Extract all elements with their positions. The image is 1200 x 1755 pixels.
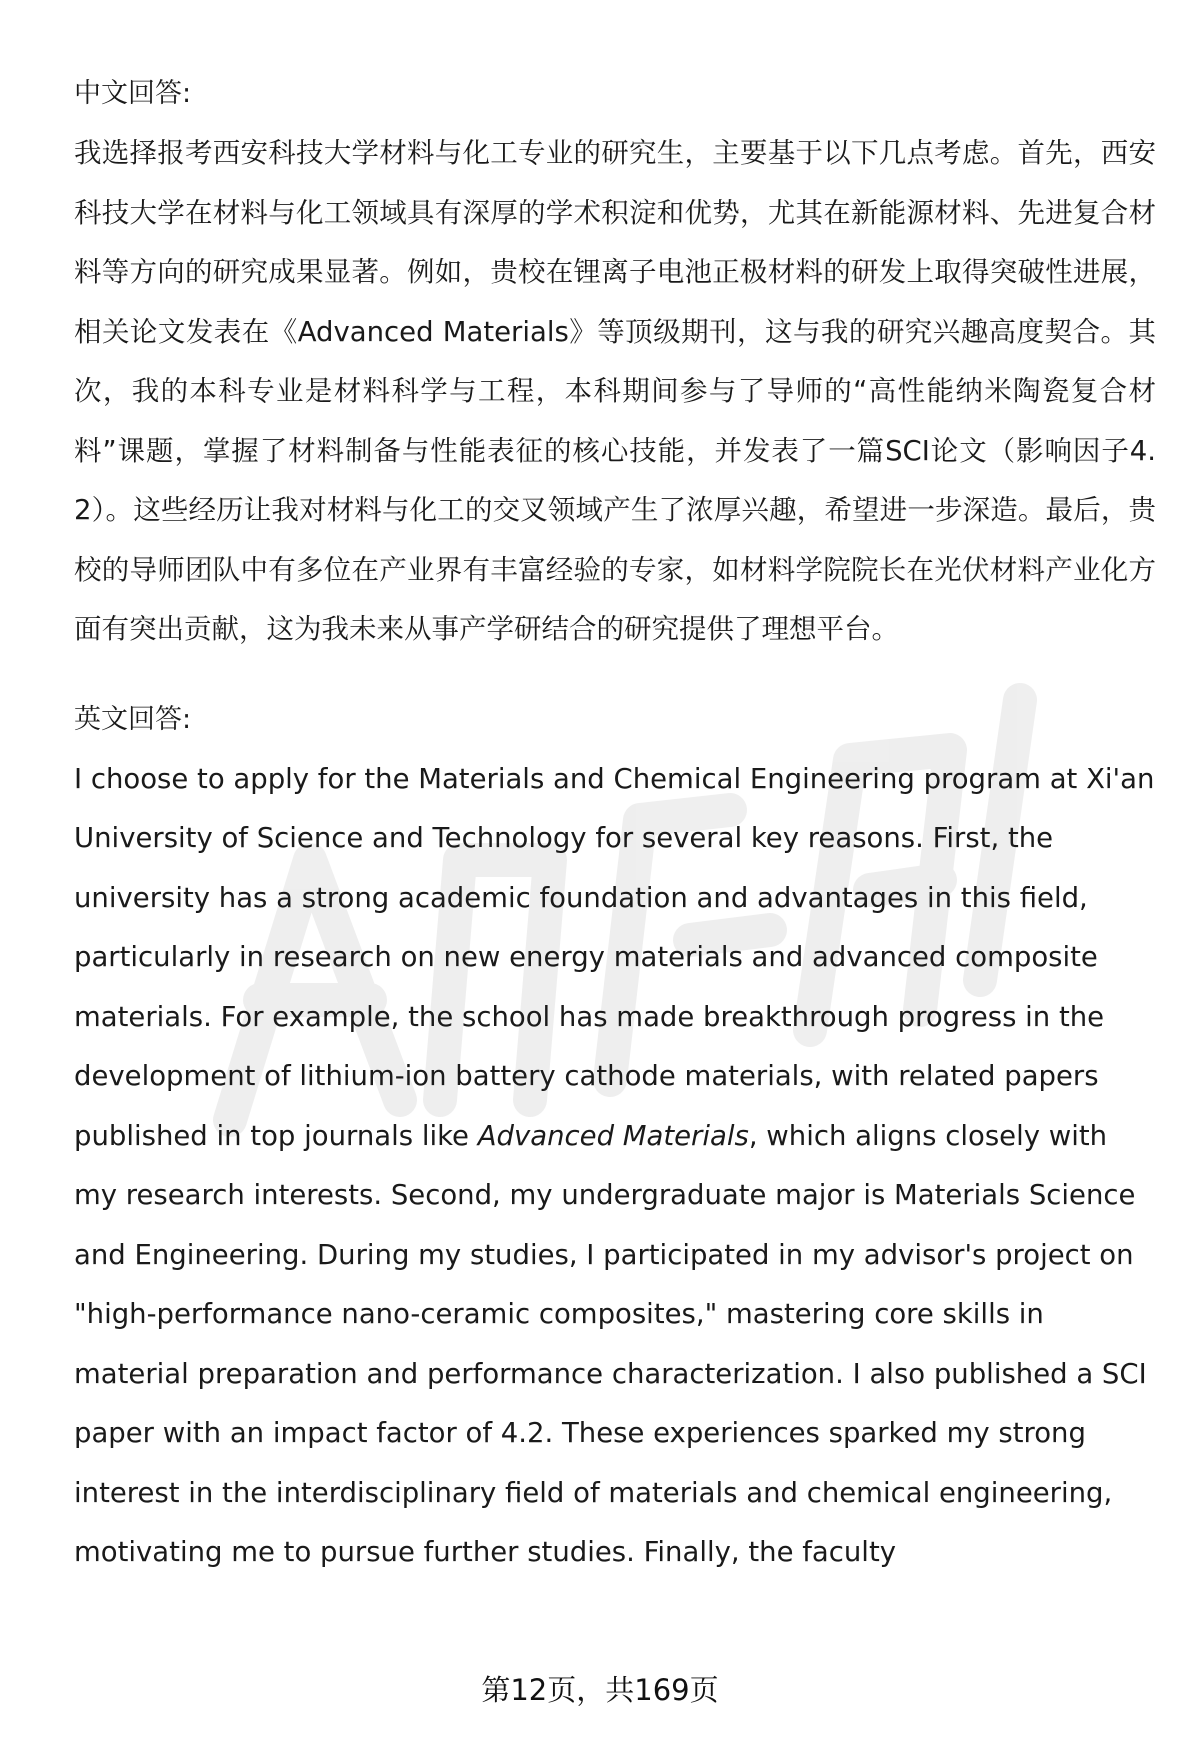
english-answer-body [74,750,1156,1583]
section-gap [74,660,1156,690]
english-body-part-2: , which aligns closely with my research interests. Second, my undergraduate major is Materials Science and Engineering. During my studies, I participated in my advisor's project on "high-performance nano-ceramic composites," mastering core skills in material preparation and performance characterization. I also published a SCI paper with an impact factor of 4.2. These experiences sparked my strong interest in the interdisciplinary field of materials and chemical engineering, motivating me to pursue further studies. Finally, the faculty [74,1119,1147,1568]
english-answer-heading: 英文回答: [74,703,192,735]
english-body-part-1: I choose to apply for the Materials and Chemical Engineering program at Xi'an University of Science and Technology for several key reasons. First, the university has a strong academic foundation and advantages in this field, particularly in research on new energy materials and advanced composite materials. For example, the school has made breakthrough progress in the development of lithium-ion battery cathode materials, with related papers published in top journals like [74,762,1155,1152]
page-content [74,64,1156,1583]
chinese-answer-heading: 中文回答: [74,78,192,109]
journal-title-italic: Advanced Materials [477,1119,749,1152]
page-number-footer: 第12页，共169页 [481,1673,719,1707]
chinese-answer-body: 我选择报考西安科技大学材料与化工专业的研究生，主要基于以下几点考虑。首先，西安科技大学在材料与化工领域具有深厚的学术积淀和优势，尤其在新能源材料、先进复合材料等方向的研究成果显著。例如，贵校在锂离子电池正极材料的研发上取得突破性进展，相关论文发表在《Advanced Materials》等顶级期刊，这与我的研究兴趣高度契合。其次，我的本科专业是材料科学与工程，本科期间参与了导师的“高性能纳米陶瓷复合材料”课题，掌握了材料制备与性能表征的核心技能，并发表了一篇SCI论文（影响因子4.2）。这些经历让我对材料与化工的交叉领域产生了浓厚兴趣，希望进一步深造。最后，贵校的导师团队中有多位在产业界有丰富经验的专家，如材料学院院长在光伏材料产业化方面有突出贡献，这为我未来从事产学研结合的研究提供了理想平台。 [74,137,1156,645]
